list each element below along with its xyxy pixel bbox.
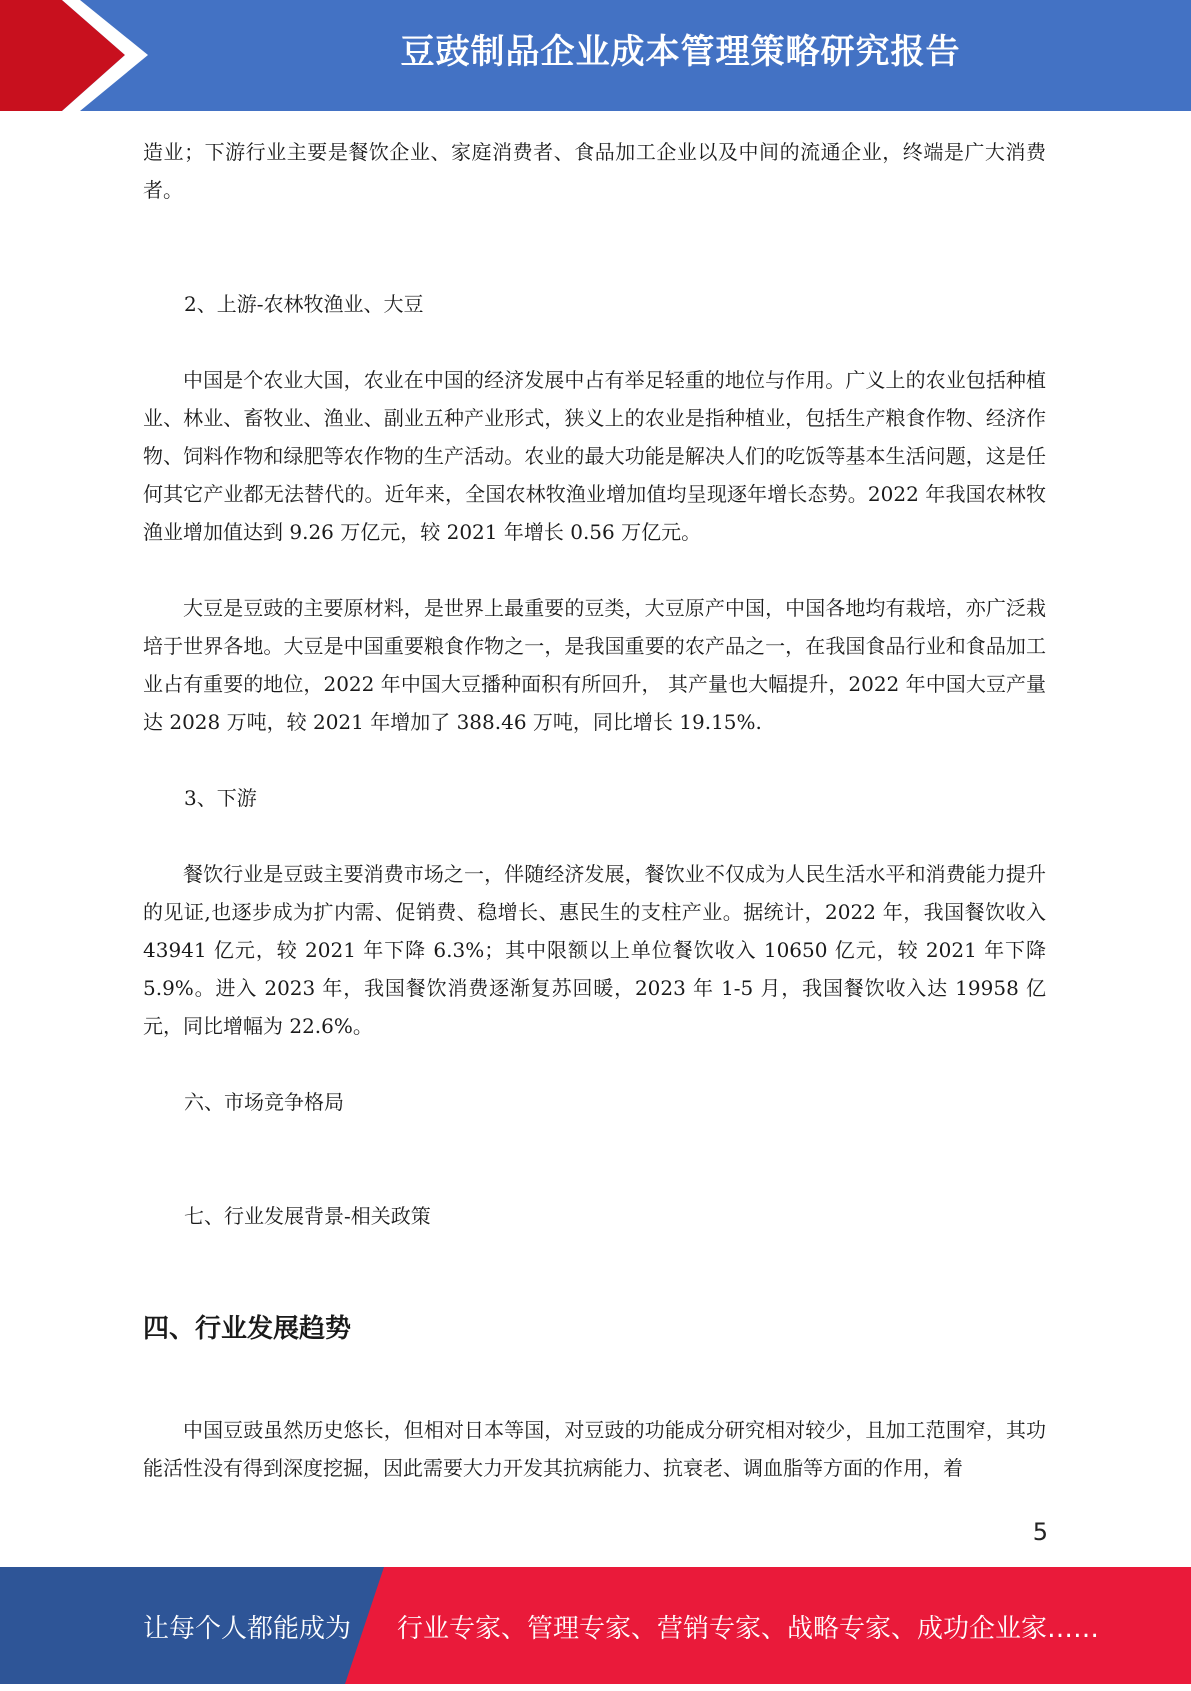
paragraph-catering: 餐饮行业是豆豉主要消费市场之一，伴随经济发展，餐饮业不仅成为人民生活水平和消费能力提升的见证,也逐步成为扩内需、促销费、稳增长、惠民生的支柱产业。据统计，2022 年，我国餐饮收入 43941 亿元，较 2021 年下降 6.3%；其中限额以上单位餐饮收入 10650 亿元，较 2021 年下降 5.9%。进入 2023 年，我国餐饮消费逐渐复苏回暖，2023 年 1-5 月，我国餐饮收入达 19958 亿元，同比增幅为 22.6%。 xyxy=(143,862,1046,1038)
footer-slogan-right: 行业专家、管理专家、营销专家、战略专家、成功企业家…… xyxy=(397,1614,1100,1644)
paragraph-agriculture: 中国是个农业大国，农业在中国的经济发展中占有举足轻重的地位与作用。广义上的农业包括种植业、林业、畜牧业、渔业、副业五种产业形式，狭义上的农业是指种植业，包括生产粮食作物、经济作物、饲料作物和绿肥等农作物的生产活动。农业的最大功能是解决人们的吃饭等基本生活问题，这是任何其它产业都无法替代的。近年来，全国农林牧渔业增加值均呈现逐年增长态势。2022 年我国农林牧渔业增加值达到 9.26 万亿元，较 2021 年增长 0.56 万亿元。 xyxy=(143,368,1046,544)
section-heading-trends: 四、行业发展趋势 xyxy=(143,1314,352,1344)
subheading-competition: 六、市场竞争格局 xyxy=(184,1090,344,1114)
document-title: 豆豉制品企业成本管理策略研究报告 xyxy=(400,32,961,72)
subheading-upstream: 2、上游-农林牧渔业、大豆 xyxy=(184,292,424,316)
header-arrow-icon xyxy=(0,0,160,111)
page-number: 5 xyxy=(1032,1518,1048,1546)
subheading-downstream: 3、下游 xyxy=(184,786,257,810)
document-body xyxy=(143,133,1046,1487)
paragraph-soybean: 大豆是豆豉的主要原材料，是世界上最重要的豆类，大豆原产中国，中国各地均有栽培，亦广泛栽培于世界各地。大豆是中国重要粮食作物之一，是我国重要的农产品之一，在我国食品行业和食品加工业占有重要的地位，2022 年中国大豆播种面积有所回升， 其产量也大幅提升，2022 年中国大豆产量达 2028 万吨，较 2021 年增加了 388.46 万吨，同比增长 19.15%. xyxy=(143,596,1046,734)
footer-bar xyxy=(0,1567,1191,1684)
header-bar xyxy=(0,0,1191,111)
footer-slogan-left: 让每个人都能成为 xyxy=(143,1614,352,1644)
paragraph-trends: 中国豆豉虽然历史悠长，但相对日本等国，对豆豉的功能成分研究相对较少，且加工范围窄，其功能活性没有得到深度挖掘，因此需要大力开发其抗病能力、抗衰老、调血脂等方面的作用，着 xyxy=(143,1418,1046,1480)
paragraph-downstream-intro: 造业；下游行业主要是餐饮企业、家庭消费者、食品加工企业以及中间的流通企业，终端是广大消费者。 xyxy=(143,140,1046,202)
subheading-policy: 七、行业发展背景-相关政策 xyxy=(184,1204,431,1228)
